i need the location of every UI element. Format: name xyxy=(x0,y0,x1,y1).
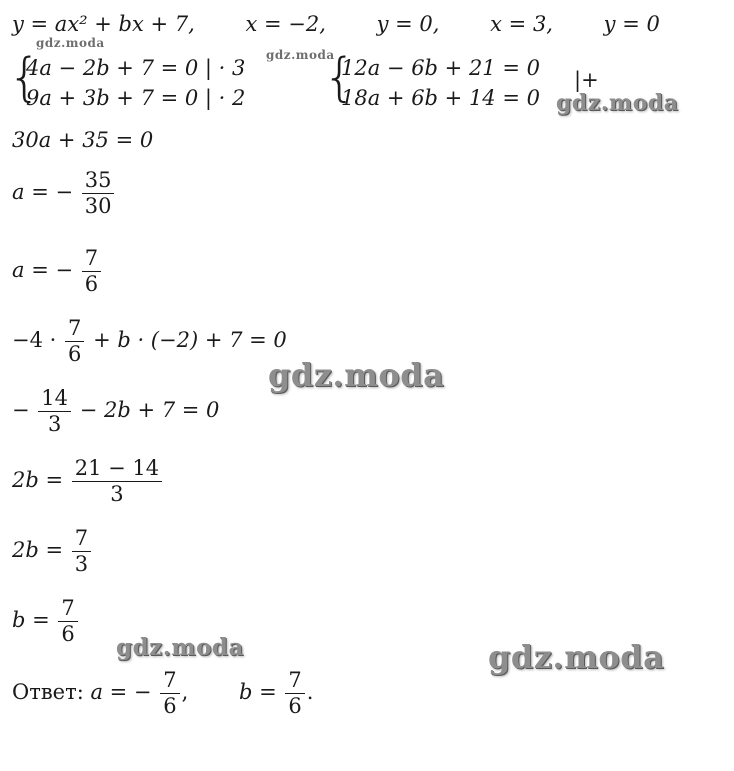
fraction-numerator: 35 xyxy=(82,168,115,194)
right-system-row1: 12a − 6b + 21 = 0 xyxy=(341,56,540,80)
left-system-brace: { xyxy=(8,48,42,108)
header-cond-x1: x = −2, xyxy=(245,12,326,36)
header-line xyxy=(12,14,660,35)
step-simplify xyxy=(12,386,219,437)
fraction-7-6 xyxy=(285,668,304,719)
step-substitute-suffix: + b · (−2) + 7 = 0 xyxy=(93,328,287,353)
fraction-denominator: 6 xyxy=(163,694,177,719)
fraction-numerator: 7 xyxy=(58,596,77,622)
step-a-lhs: a = − xyxy=(12,258,74,283)
watermark-small-2: gdz.moda xyxy=(266,48,335,62)
fraction-denominator: 6 xyxy=(84,272,99,297)
fraction-21-14-over-3 xyxy=(72,456,162,507)
header-cond-x2: x = 3, xyxy=(490,12,553,36)
step-2b-difference xyxy=(12,456,164,507)
fraction-numerator: 7 xyxy=(65,316,84,342)
answer-line xyxy=(12,668,313,719)
left-system-row2: 9a + 3b + 7 = 0 | · 2 xyxy=(26,86,246,110)
fraction-7-6 xyxy=(82,246,101,297)
answer-period: . xyxy=(306,680,314,705)
right-system-brace: { xyxy=(323,48,357,108)
step-substitute-a xyxy=(12,316,287,367)
answer-label: Ответ: xyxy=(12,680,84,705)
fraction-7-6 xyxy=(58,596,77,647)
fraction-denominator: 6 xyxy=(61,622,75,647)
step-a-fraction-7-6 xyxy=(12,246,103,297)
step-b-lhs: b = xyxy=(12,608,50,633)
fraction-numerator: 7 xyxy=(160,668,179,694)
step-a-lhs: a = − xyxy=(12,180,74,205)
header-equation: y = ax² + bx + 7, xyxy=(12,12,195,36)
watermark-center: gdz.moda xyxy=(268,356,445,394)
watermark-bottom-left: gdz.moda xyxy=(116,634,244,661)
right-system-operation: |+ xyxy=(574,68,599,92)
answer-b-lhs: b = xyxy=(238,680,277,705)
step-2b-lhs: 2b = xyxy=(12,538,64,563)
fraction-denominator: 6 xyxy=(68,342,82,367)
watermark-small-1: gdz.moda xyxy=(36,36,105,50)
fraction-35-30 xyxy=(82,168,115,219)
fraction-denominator: 6 xyxy=(288,694,302,719)
step-a-fraction-35-30 xyxy=(12,168,116,219)
watermark-top-right: gdz.moda xyxy=(556,90,679,116)
answer-a-lhs: a = − xyxy=(90,680,152,705)
right-system-row2: 18a + 6b + 14 = 0 xyxy=(341,86,540,110)
step-sum-equation: 30a + 35 = 0 xyxy=(12,128,154,152)
fraction-denominator: 3 xyxy=(110,482,124,507)
step-simplify-suffix: − 2b + 7 = 0 xyxy=(79,398,220,423)
fraction-numerator: 7 xyxy=(82,246,101,272)
fraction-numerator: 14 xyxy=(38,386,71,412)
fraction-denominator: 3 xyxy=(47,412,62,437)
step-substitute-prefix: −4 · xyxy=(12,328,57,353)
watermark-bottom-right: gdz.moda xyxy=(488,638,665,676)
step-2b-fraction xyxy=(12,526,93,577)
fraction-numerator: 7 xyxy=(285,668,304,694)
step-2b-lhs: 2b = xyxy=(12,468,64,493)
fraction-denominator: 3 xyxy=(74,552,89,577)
left-system-row1: 4a − 2b + 7 = 0 | · 3 xyxy=(26,56,246,80)
header-cond-y1: y = 0, xyxy=(376,12,440,36)
fraction-denominator: 30 xyxy=(84,194,112,219)
fraction-7-6 xyxy=(160,668,179,719)
step-b-result xyxy=(12,596,80,647)
answer-comma: , xyxy=(181,680,189,705)
fraction-7-3 xyxy=(72,526,91,577)
fraction-numerator: 21 − 14 xyxy=(72,456,162,482)
header-cond-y2: y = 0 xyxy=(603,12,660,36)
fraction-14-3 xyxy=(38,386,71,437)
step-simplify-prefix: − xyxy=(12,398,30,423)
fraction-numerator: 7 xyxy=(72,526,91,552)
fraction-7-6 xyxy=(65,316,84,367)
